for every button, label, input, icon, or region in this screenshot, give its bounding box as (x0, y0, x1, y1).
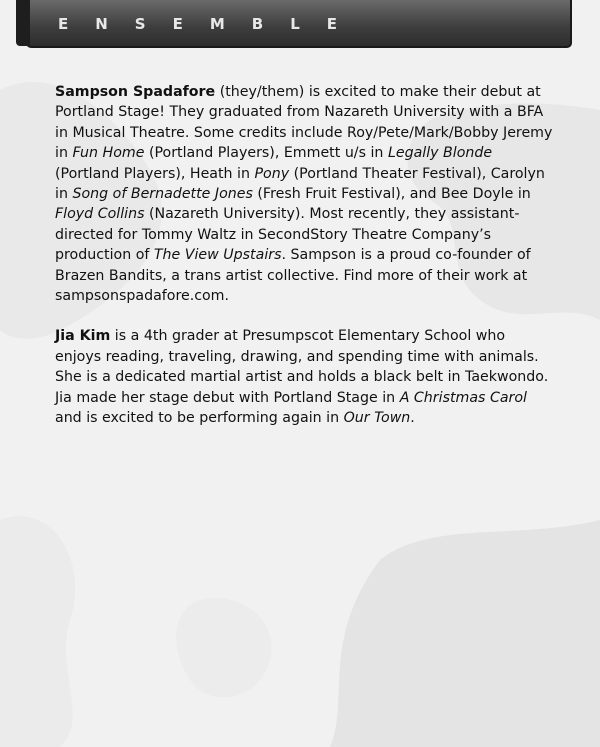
production-title: The View Upstairs (153, 247, 282, 264)
bio-name: Sampson Spadafore (55, 84, 216, 100)
production-title: Song of Bernadette Jones (72, 186, 253, 203)
bio-name: Jia Kim (55, 328, 111, 345)
production-title: Floyd Collins (55, 206, 145, 223)
section-title: ENSEMBLE (58, 15, 365, 33)
bio-text: (Portland Theater Festival), Carolyn in (55, 165, 545, 203)
bio-text: . Sampson is a proud co-founder of Brazen Bandits, a trans artist collective. Find more of their work at sampsonspadafore.com. (55, 247, 531, 305)
ensemble-bios (55, 82, 555, 449)
bio-paragraph (55, 82, 555, 306)
production-title: Legally Blonde (387, 145, 493, 162)
bio-text: (Nazareth University). Most recently, they assistant-directed for Tommy Waltz in SecondStory Theatre Company’s production of (55, 206, 520, 264)
bio-text: . (410, 410, 415, 427)
bio-text: (they/them) is excited to make their debut at Portland Stage! They graduated from Nazareth University with a BFA in Musical Theatre. Some credits include Roy/Pete/Mark/Bobby Jeremy in (55, 84, 553, 162)
bio-paragraph (55, 326, 555, 428)
bio-text: and is excited to be performing again in (55, 410, 344, 427)
production-title: Our Town (343, 410, 411, 427)
bio-text: is a 4th grader at Presumpscot Elementary School who enjoys reading, traveling, drawing, and spending time with animals. She is a dedicated martial artist and holds a black belt in Taekwondo. Jia made her stage debut with Portland Stage in (55, 328, 549, 406)
production-title: Pony (254, 165, 290, 182)
production-title: Fun Home (72, 145, 145, 162)
bio-text: (Fresh Fruit Festival), and Bee Doyle in (252, 186, 531, 203)
bio-text: (Portland Players), Heath in (55, 165, 255, 182)
production-title: A Christmas Carol (399, 389, 528, 406)
section-header-bar (26, 0, 572, 48)
bio-text: (Portland Players), Emmett u/s in (144, 145, 388, 162)
